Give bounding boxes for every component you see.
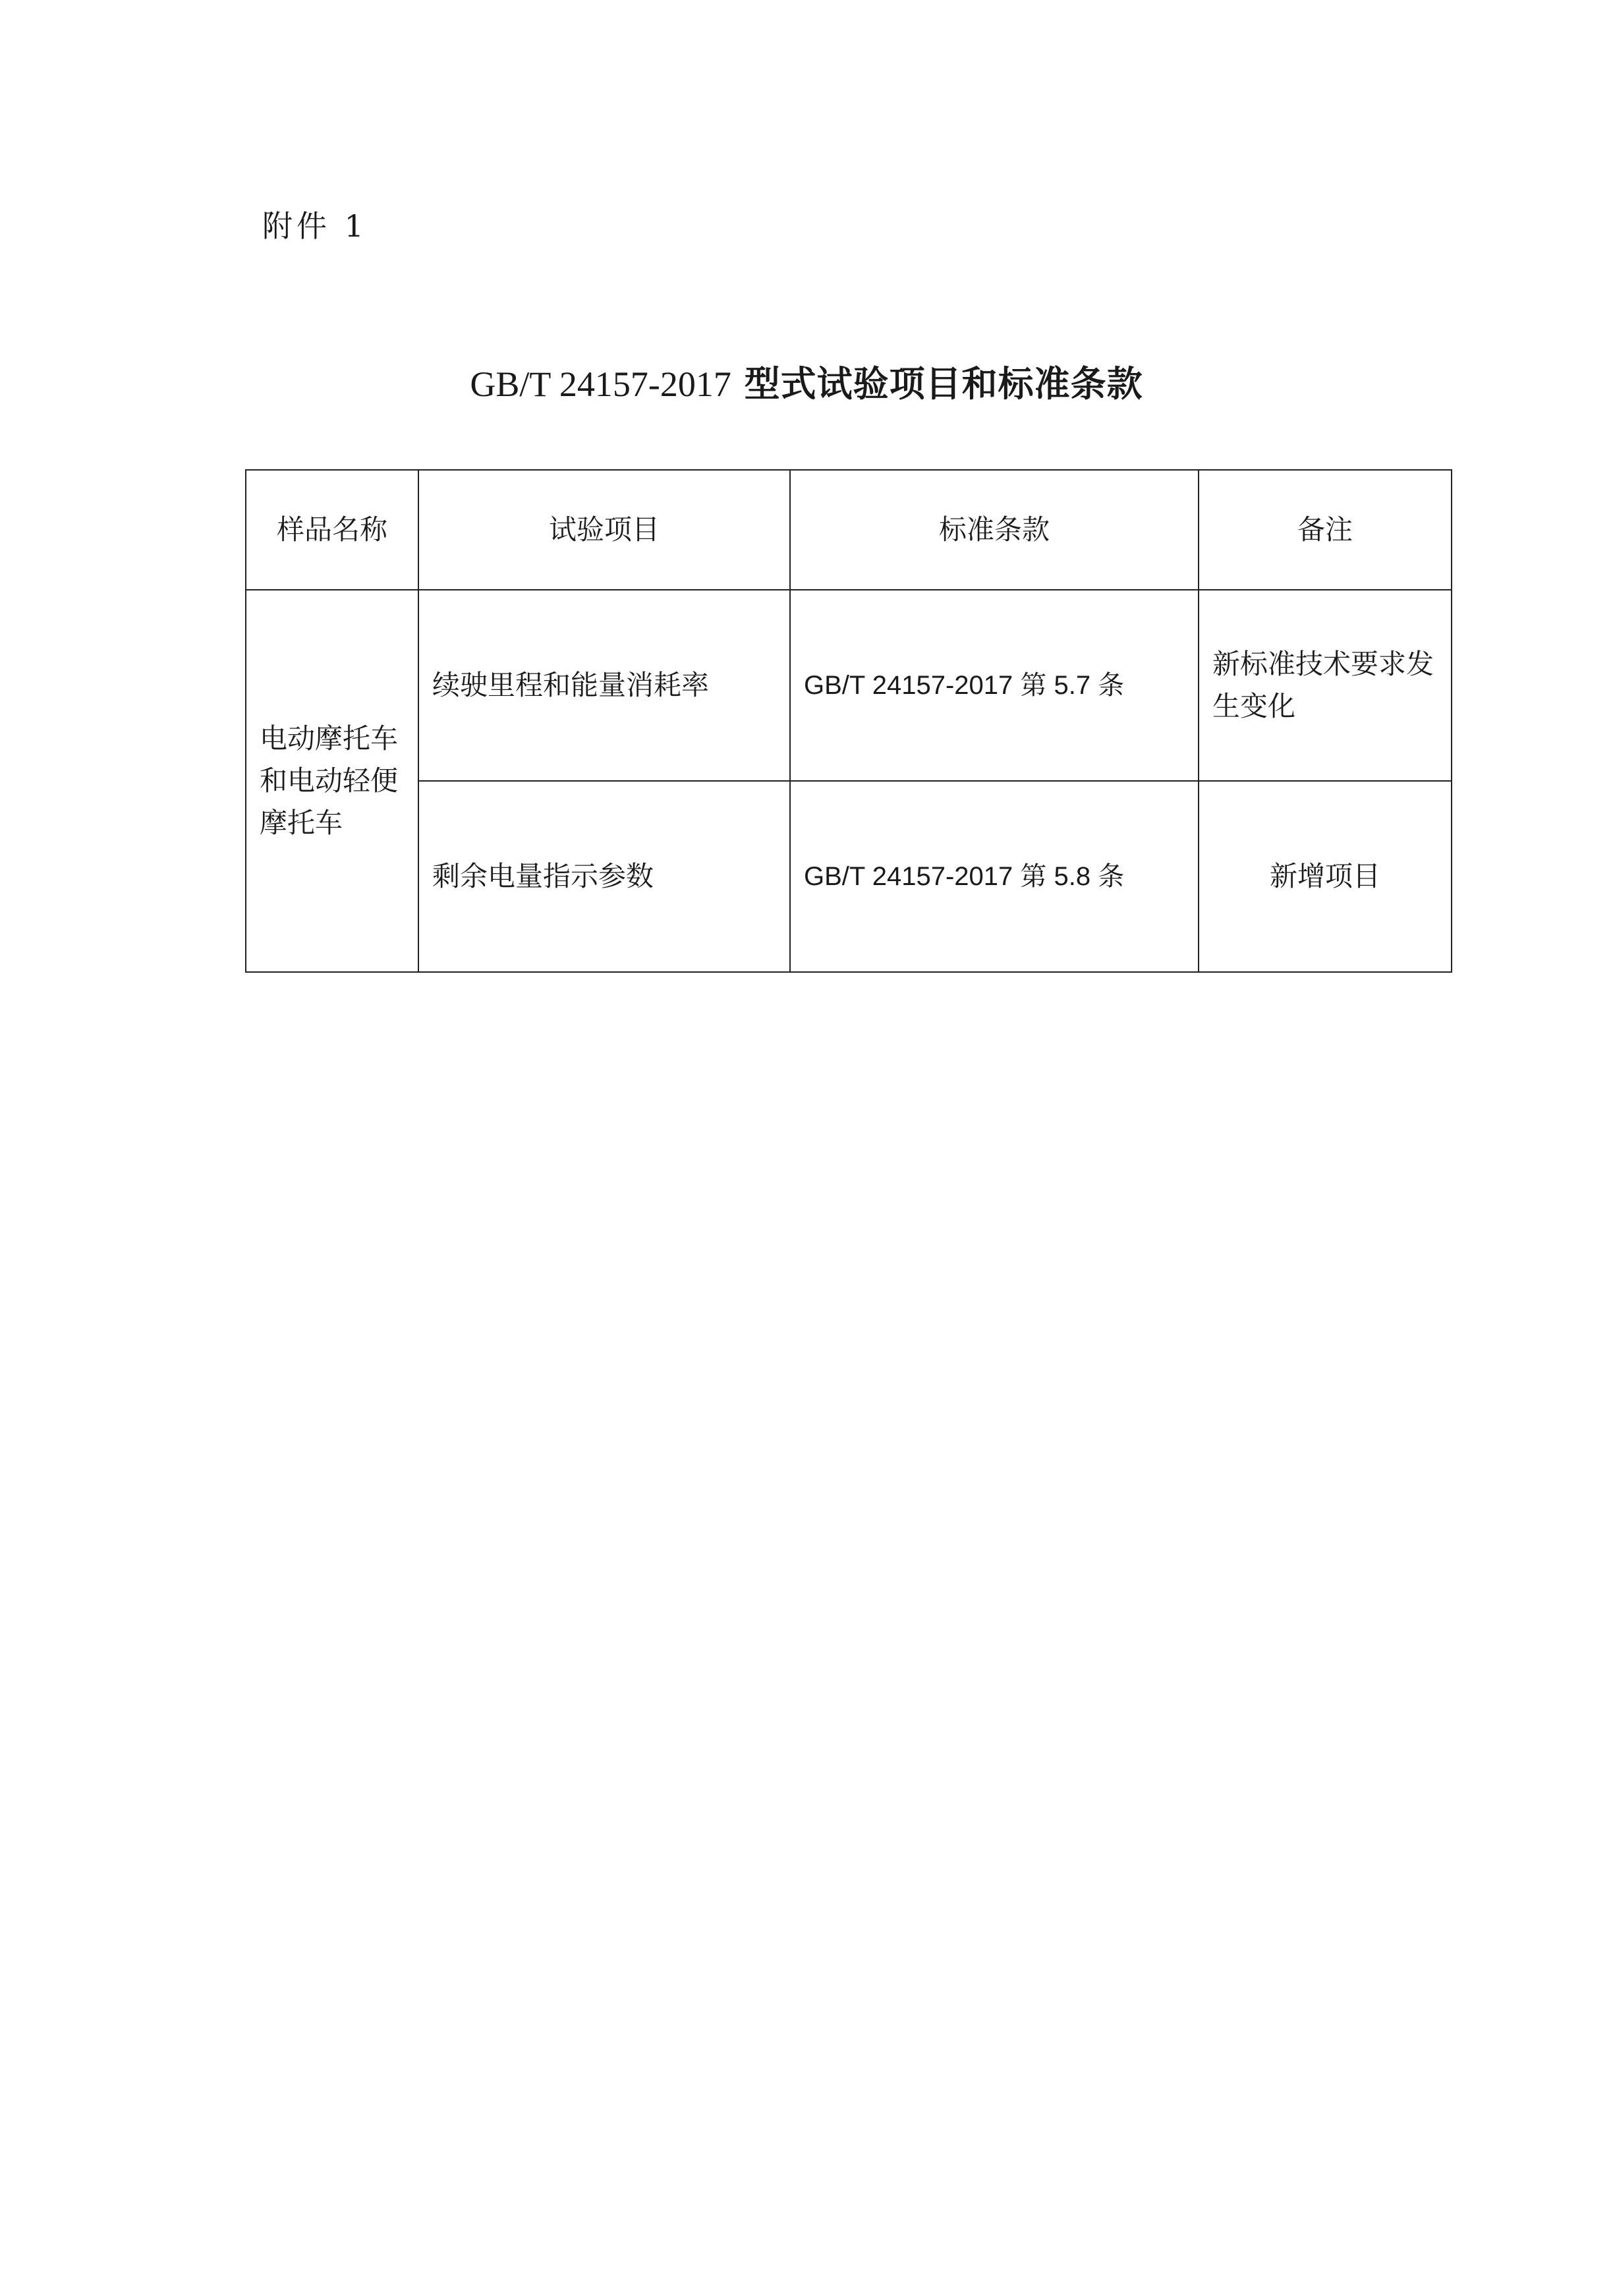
remarks-cell: 新标准技术要求发生变化 xyxy=(1199,590,1452,781)
remarks-cell: 新增项目 xyxy=(1199,781,1452,972)
title-standard-number: GB/T 24157-2017 xyxy=(470,364,731,404)
header-test-item: 试验项目 xyxy=(418,470,790,590)
test-item-cell: 剩余电量指示参数 xyxy=(418,781,790,972)
standard-clause-cell: GB/T 24157-2017 第 5.7 条 xyxy=(790,590,1199,781)
header-sample-name: 样品名称 xyxy=(246,470,418,590)
attachment-label: 附件 1 xyxy=(262,208,368,244)
sample-name-cell: 电动摩托车和电动轻便摩托车 xyxy=(246,590,418,972)
test-item-cell: 续驶里程和能量消耗率 xyxy=(418,590,790,781)
test-items-table xyxy=(245,469,1452,973)
table-row xyxy=(246,590,1452,781)
table-row xyxy=(246,781,1452,972)
header-standard-clause: 标准条款 xyxy=(790,470,1199,590)
document-title xyxy=(0,362,1613,405)
table-header-row xyxy=(246,470,1452,590)
header-remarks: 备注 xyxy=(1199,470,1452,590)
title-text: 型式试验项目和标准条款 xyxy=(731,362,1143,405)
standard-clause-cell: GB/T 24157-2017 第 5.8 条 xyxy=(790,781,1199,972)
